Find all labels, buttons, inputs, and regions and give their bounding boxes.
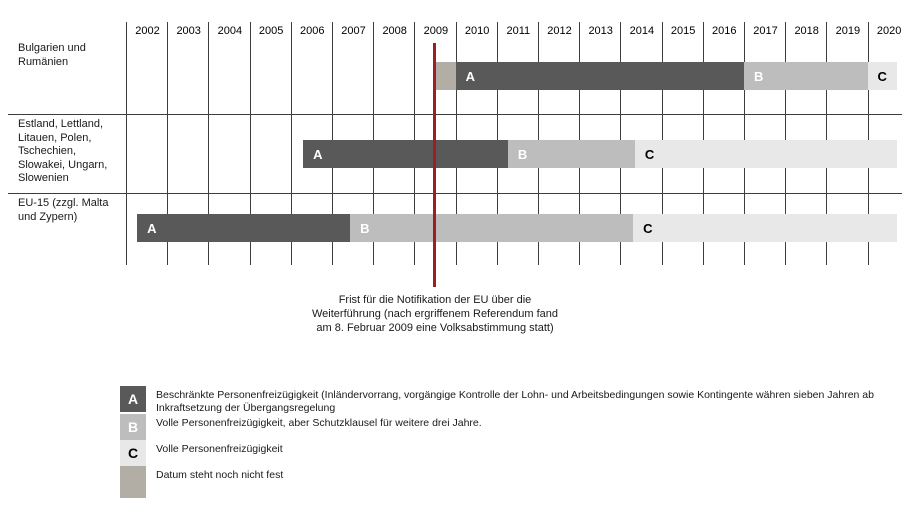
legend-text-a: Beschränkte Personenfreizügigkeit (Inländervorrang, vorgängige Kontrolle der Lohn- und Arbeitsbedingungen sowie Kontingente währen sieben Jahren ab Inkraftsetzung der Übergangsregelung [156,389,874,414]
bar-segment-a [137,214,350,242]
year-label-2005: 2005 [258,25,284,37]
bar-phase-letter: A [147,220,157,236]
bar-segment-b [350,214,633,242]
year-label-2010: 2010 [464,25,490,37]
annotation-line: Frist für die Notifikation der EU über die [338,294,532,306]
bar-segment-pending-date [434,62,455,90]
year-label-2014: 2014 [629,25,655,37]
year-label-2013: 2013 [588,25,613,37]
bar-phase-letter: C [643,220,654,236]
bar-segment-c [635,140,897,168]
year-label-2017: 2017 [753,25,778,37]
bar-phase-letter: B [360,220,371,236]
legend-text-b: Volle Personenfreizügigkeit, aber Schutzklausel für weitere drei Jahre. [156,417,482,429]
bar-segment-b [744,62,868,90]
legend-letter-b: B [127,419,139,435]
year-label-2020: 2020 [876,25,902,37]
bar-phase-letter: A [313,146,324,162]
year-label-2007: 2007 [341,25,366,37]
annotation-line: am 8. Februar 2009 eine Volksabstimmung statt) [316,322,554,334]
legend-item-b [120,414,482,440]
bar-phase-letter: B [517,146,528,162]
deadline-annotation [273,293,597,335]
year-label-2018: 2018 [794,25,819,37]
bar-phase-letter: C [644,146,655,162]
row-label-bulgarien-und-rumaenien: Bulgarien und Rumänien [18,42,86,68]
year-label-2003: 2003 [176,25,201,37]
legend-swatch-b [120,414,146,440]
year-label-2004: 2004 [217,25,243,37]
bar-phase-letter: B [754,68,764,84]
year-label-2009: 2009 [423,25,449,37]
legend-item-a [120,386,901,415]
bar-phase-letter: C [877,68,888,84]
year-label-2002: 2002 [135,25,160,37]
legend-swatch-c [120,440,146,466]
row-label-eu8-staaten: Estland, Lettland, Litauen, Polen, Tschechien, Slowakei, Ungarn, Slowenien [18,118,108,184]
legend-text-pending-date: Datum steht noch nicht fest [156,469,284,481]
row-label-eu15: EU-15 (zzgl. Malta und Zypern) [18,197,109,223]
year-label-2016: 2016 [712,25,737,37]
year-label-2006: 2006 [300,25,325,37]
bar-segment-b [508,140,635,168]
legend-swatch-a [120,386,146,412]
legend-item-pending-date [120,466,283,498]
row-separator [8,193,902,194]
bar-segment-a [456,62,744,90]
legend-item-c [120,440,283,466]
year-label-2019: 2019 [835,25,861,37]
bar-phase-letter: A [465,68,476,84]
gridline [126,22,127,265]
year-label-2008: 2008 [382,25,407,37]
legend-letter-c: C [127,445,139,461]
year-label-2015: 2015 [670,25,696,37]
year-label-2012: 2012 [547,25,572,37]
row-separator [8,114,902,115]
legend-swatch-pending-date [120,466,146,498]
annotation-line: Weiterführung (nach ergriffenem Referendum fand [311,308,558,320]
notification-deadline-marker [433,43,436,287]
legend-letter-a: A [127,391,139,407]
bar-segment-c [633,214,897,242]
bar-segment-a [303,140,508,168]
legend-text-c: Volle Personenfreizügigkeit [156,443,283,455]
year-label-2011: 2011 [506,25,531,37]
bar-segment-c [868,62,898,90]
